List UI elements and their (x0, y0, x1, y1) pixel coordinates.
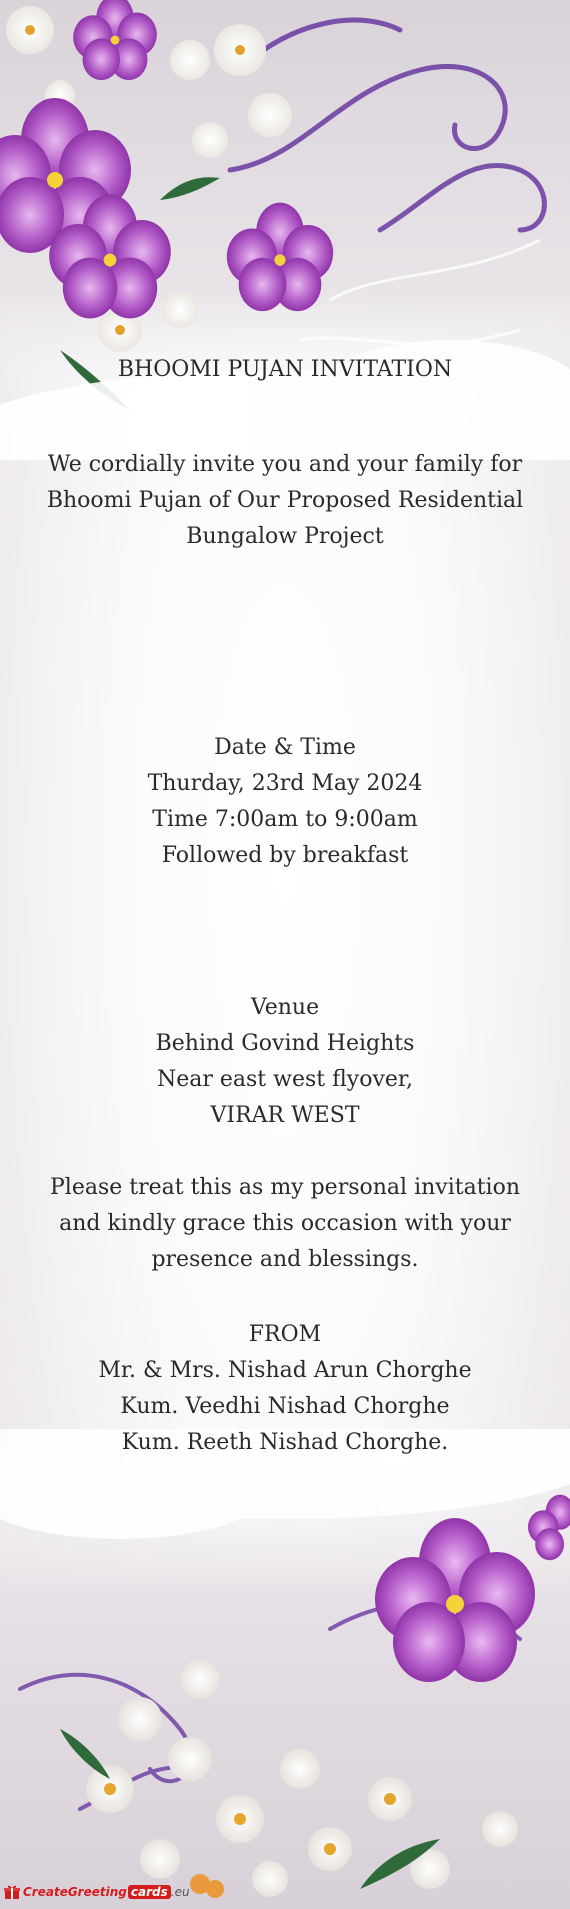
event-time: Time 7:00am to 9:00am (152, 807, 418, 832)
datetime-heading: Date & Time (214, 735, 356, 760)
venue-line-1: Behind Govind Heights (155, 1031, 415, 1056)
venue-line-3: VIRAR WEST (210, 1103, 360, 1128)
watermark-part-3: .eu (170, 1885, 190, 1899)
event-date: Thurday, 23rd May 2024 (147, 771, 423, 796)
from-name-1: Mr. & Mrs. Nishad Arun Chorghe (98, 1358, 472, 1383)
invite-text: We cordially invite you and your family for Bhoomi Pujan of Our Proposed Residential Bungalow Project (46, 452, 524, 549)
gift-icon (4, 1884, 20, 1900)
from-name-3: Kum. Reeth Nishad Chorghe. (121, 1430, 449, 1455)
event-note: Followed by breakfast (161, 843, 409, 868)
venue-heading: Venue (250, 995, 320, 1020)
request-text: Please treat this as my personal invitation and kindly grace this occasion with your presence and blessings. (49, 1175, 520, 1272)
watermark-logo (4, 1879, 190, 1905)
invitation-title: BHOOMI PUJAN INVITATION (117, 357, 453, 382)
from-name-2: Kum. Veedhi Nishad Chorghe (120, 1394, 450, 1419)
venue-line-2: Near east west flyover, (156, 1067, 414, 1092)
watermark-part-1: CreateGreeting (23, 1885, 127, 1899)
from-heading: FROM (248, 1322, 322, 1347)
watermark-part-2: cards (128, 1885, 171, 1899)
